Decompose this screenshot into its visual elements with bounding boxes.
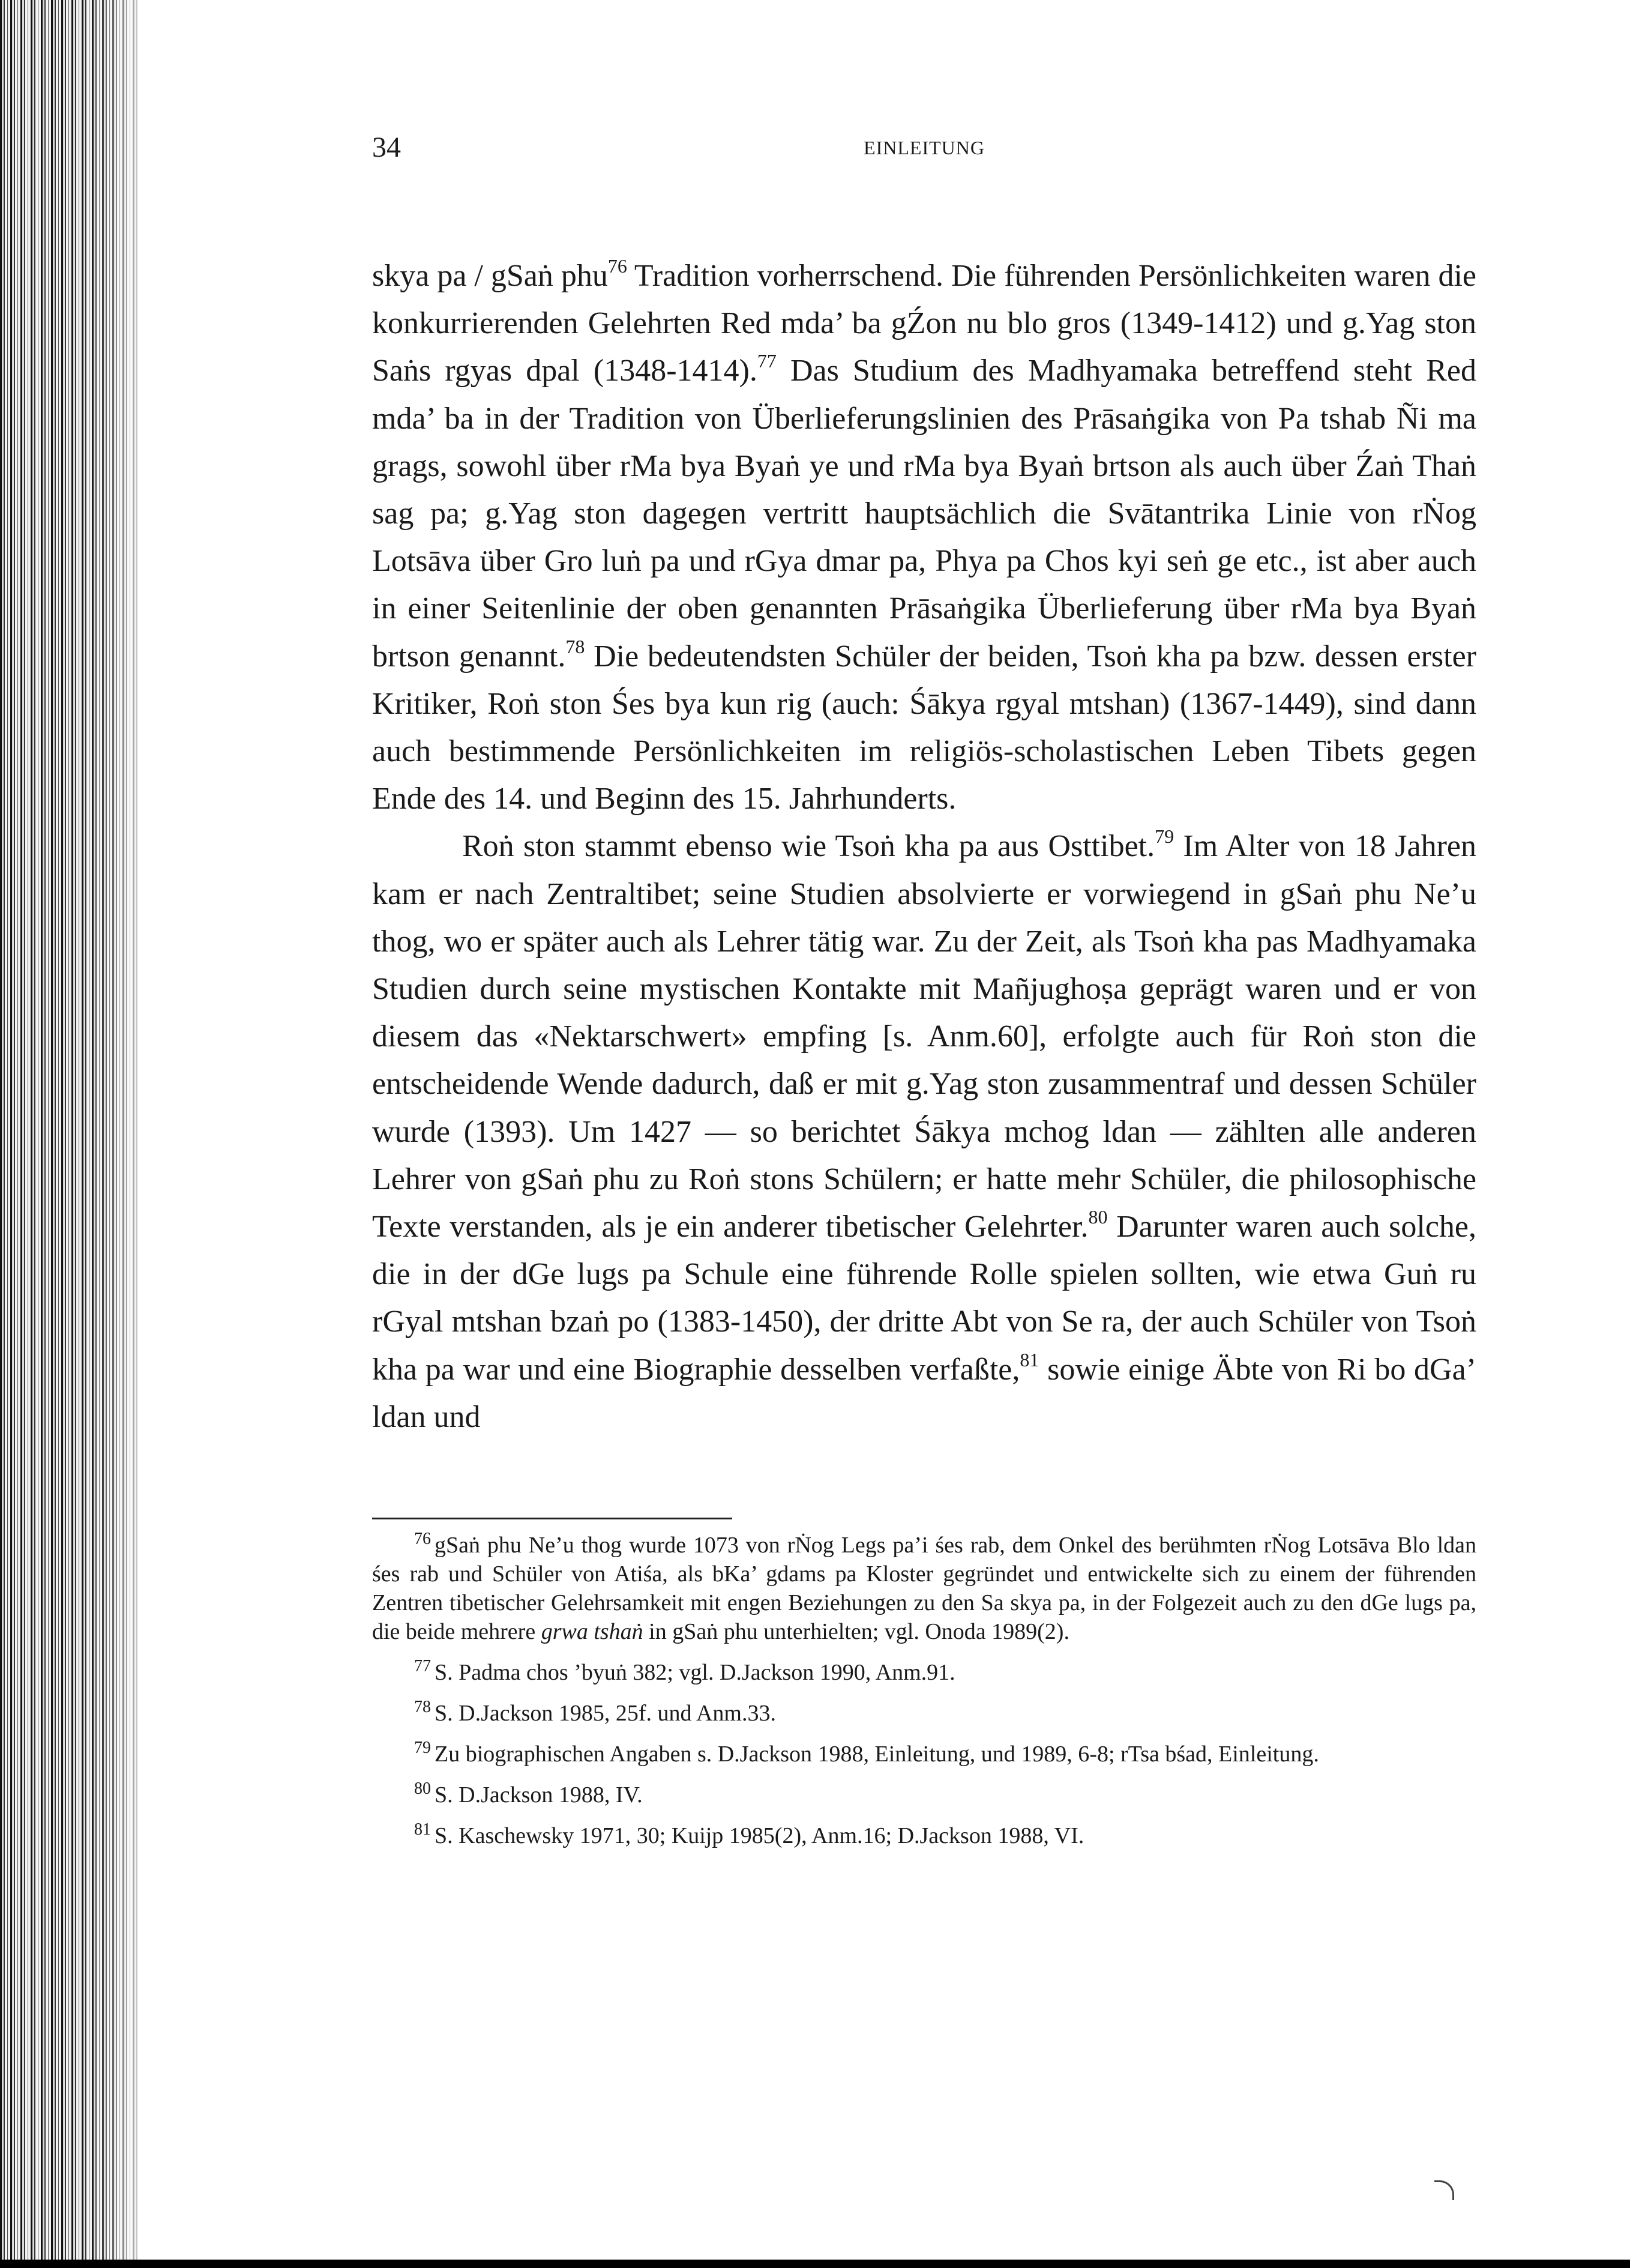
footnote-separator bbox=[372, 1518, 732, 1519]
footnote-80 bbox=[372, 1781, 1476, 1809]
footnote-text: gSaṅ phu Ne’u thog wurde 1073 von rṄog Legs pa’i śes rab, dem Onkel des berühmten rṄog Lotsāva Blo ldan śes rab und Schüler von Atiśa, als bKa’ gdams pa Kloster gegründet und entwickelte sich zu einem der führenden Zentren tibetischer Gelehrsamkeit mit engen Beziehungen zu den Sa skya pa, in der Folgezeit auch zu den dGe lugs pa, die beide mehrere bbox=[372, 1533, 1476, 1644]
footnote-ref-77: 77 bbox=[757, 350, 777, 372]
footnote-81 bbox=[372, 1821, 1476, 1850]
footnote-77 bbox=[372, 1658, 1476, 1687]
footnote-number: 78 bbox=[414, 1698, 431, 1716]
footnote-text: in gSaṅ phu unterhielten; vgl. Onoda 1989(2). bbox=[643, 1619, 1069, 1644]
footnote-ref-79: 79 bbox=[1155, 825, 1174, 848]
footnote-italic-term: grwa tshaṅ bbox=[541, 1619, 643, 1644]
footnote-ref-76: 76 bbox=[607, 255, 627, 277]
text-run: Im Alter von 18 Jahren kam er nach Zentraltibet; seine Studien absolvierte er vorwiegend in gSaṅ phu Ne’u thog, wo er später auch als Lehrer tätig war. Zu der Zeit, als Tsoṅ kha pas Madhyamaka Studien durch seine mystischen Kontakte mit Mañjughoṣa geprägt waren und er von diesem das «Nektarschwert» empfing [s. Anm.60], erfolgte auch für Roṅ ston die entscheidende Wende dadurch, daß er mit g.Yag ston zusammentraf und dessen Schüler wurde (1393). Um 1427 — so berichtet Śākya mchog ldan — zählten alle anderen Lehrer von gSaṅ phu zu Roṅ stons Schülern; er hatte mehr Schüler, die philosophische Texte verstanden, als je ein anderer tibetischer Gelehrter. bbox=[372, 829, 1477, 1244]
text-run: Darunter waren auch solche, die in der dGe lugs pa Schule eine führende Rolle spielen sollten, wie etwa Guṅ ru rGyal mtshan bzaṅ po (1383-1450), der dritte Abt von Se ra, der auch Schüler von Tsoṅ kha pa war und eine Biographie desselben verfaßte, bbox=[372, 1210, 1476, 1387]
page-header bbox=[372, 131, 1476, 173]
text-run: Die bedeutendsten Schüler der beiden, Tsoṅ kha pa bzw. dessen erster Kritiker, Roṅ ston Śes bya kun rig (auch: Śākya rgyal mtshan) (1367-1449), sind dann auch bestimmende Persönlichkeiten im religiös-scholastischen Leben Tibets gegen Ende des 14. und Beginn des 15. Jahrhunderts. bbox=[372, 639, 1477, 816]
footnote-78 bbox=[372, 1699, 1476, 1728]
footnote-text: S. D.Jackson 1988, IV. bbox=[435, 1782, 643, 1808]
paragraph-1 bbox=[372, 252, 1476, 822]
body-text bbox=[372, 252, 1476, 1441]
footnote-number: 80 bbox=[414, 1779, 431, 1798]
footnotes bbox=[372, 1531, 1476, 1862]
paragraph-2 bbox=[372, 822, 1476, 1441]
footnote-text: S. Padma chos ’byuṅ 382; vgl. D.Jackson 1990, Anm.91. bbox=[435, 1660, 955, 1685]
footnote-text: S. D.Jackson 1985, 25f. und Anm.33. bbox=[435, 1701, 776, 1726]
footnote-number: 81 bbox=[414, 1820, 431, 1839]
footnote-ref-80: 80 bbox=[1088, 1206, 1108, 1228]
footnote-text: S. Kaschewsky 1971, 30; Kuijp 1985(2), Anm.16; D.Jackson 1988, VI. bbox=[435, 1823, 1084, 1848]
footnote-number: 77 bbox=[414, 1657, 431, 1675]
footnote-ref-81: 81 bbox=[1020, 1348, 1039, 1371]
text-run: sowie einige Äbte von Ri bo dGa’ ldan und bbox=[372, 1352, 1476, 1434]
page-number: 34 bbox=[372, 131, 401, 163]
footnote-76 bbox=[372, 1531, 1476, 1646]
footnote-number: 79 bbox=[414, 1739, 431, 1757]
footnote-79 bbox=[372, 1740, 1476, 1769]
text-run: skya pa / gSaṅ phu bbox=[372, 259, 608, 293]
text-run: Roṅ ston stammt ebenso wie Tsoṅ kha pa aus Osttibet. bbox=[462, 829, 1155, 864]
running-head: EINLEITUNG bbox=[864, 137, 985, 158]
scan-edge bbox=[0, 2260, 1630, 2268]
footnote-text: Zu biographischen Angaben s. D.Jackson 1988, Einleitung, und 1989, 6-8; rTsa bśad, Einleitung. bbox=[435, 1742, 1319, 1767]
spine-shadow bbox=[90, 0, 156, 2268]
text-run: Tradition vorherrschend. Die führenden Persönlichkeiten waren die konkurrierenden Gelehrten Red mda’ ba gŹon nu blo gros (1349-1412) und g.Yag ston Saṅs rgyas dpal (1348-1414). bbox=[372, 259, 1477, 388]
text-run: Das Studium des Madhyamaka betreffend steht Red mda’ ba in der Tradition von Überlieferungslinien des Prāsaṅgika von Pa tshab Ñi ma grags, sowohl über rMa bya Byaṅ ye und rMa bya Byaṅ brtson als auch über Źaṅ Thaṅ sag pa; g.Yag ston dagegen vertritt hauptsächlich die Svātantrika Linie von rṄog Lotsāva über Gro luṅ pa und rGya dmar pa, Phya pa Chos kyi seṅ ge etc., ist aber auch in einer Seitenlinie der oben genannten Prāsaṅgika Überlieferung über rMa bya Byaṅ brtson genannt. bbox=[372, 354, 1477, 674]
page-corner-mark bbox=[1434, 2180, 1454, 2200]
footnote-ref-78: 78 bbox=[565, 635, 585, 657]
footnote-number: 76 bbox=[414, 1530, 431, 1548]
